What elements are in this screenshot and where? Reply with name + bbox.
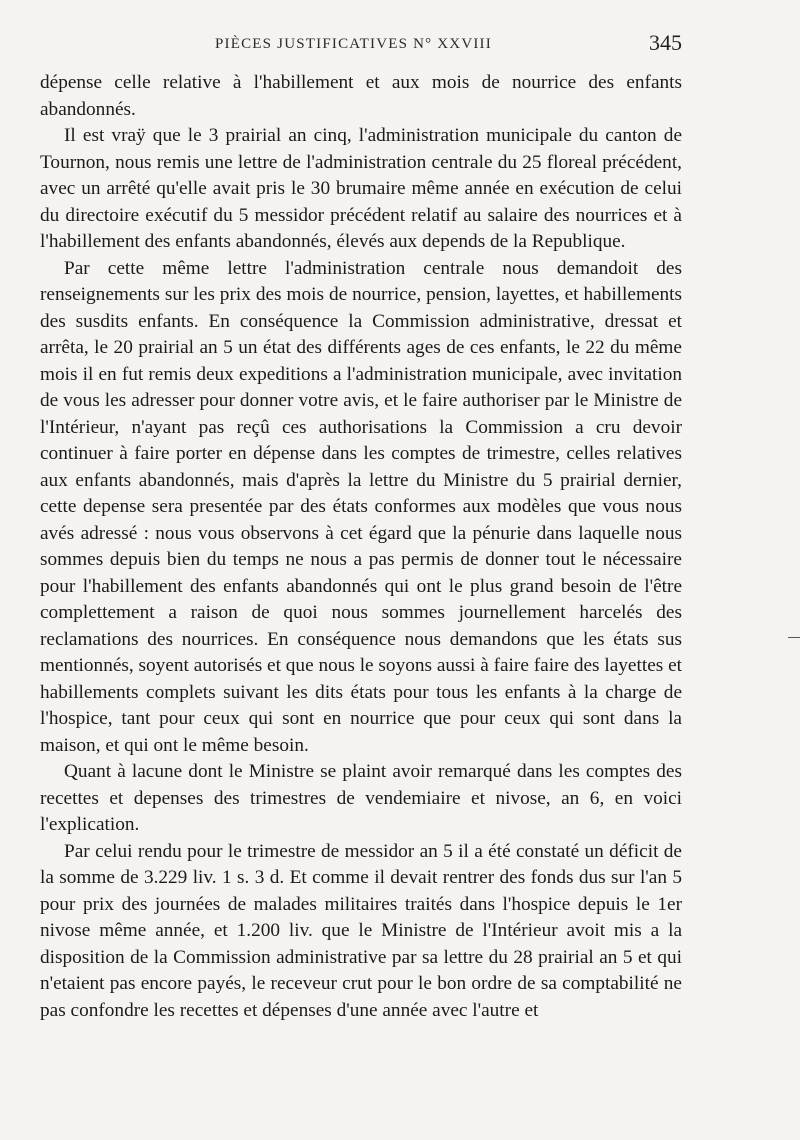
running-title: PIÈCES JUSTIFICATIVES N° XXVIII	[215, 36, 492, 52]
page-number: 345	[649, 30, 682, 55]
body-text	[40, 70, 682, 1024]
page-header	[40, 30, 682, 60]
paragraph-3: Par cette même lettre l'administration centrale nous demandoit des renseignements sur les prix des mois de nourrice, pension, layettes, et habillements des susdits enfants. En conséquence la Commission administrative, dressat et arrêta, le 20 prairial an 5 un état des différents ages de ces enfants, le 22 du même mois il en fut remis deux expeditions a l'administration municipale, avec invitation de vous les adresser pour donner votre avis, et le faire authoriser par le Ministre de l'Intérieur, n'ayant pas reçû ces authorisations la Commission a cru devoir continuer à faire porter en dépense dans les comptes de trimestre, celles relatives aux enfants abandonnés, mais d'après la lettre du Ministre du 5 prairial dernier, cette depense sera presentée par des états conformes aux modèles que vous nous avés adressé : nous vous observons à cet égard que la pénurie dans laquelle nous sommes depuis bien du temps ne nous a pas permis de donner tout le nécessaire pour l'habillement des enfants abandonnés qui ont le plus grand besoin de l'être complettement a raison de quoi nous sommes journellement harcelés des reclamations des nourrices. En conséquence nous demandons que les états sus mentionnés, soyent autorisés et que nous le soyons aussi à faire faire des layettes et habillements complets suivant les dits états pour tous les enfants à la charge de l'hospice, tant pour ceux qui sont en nourrice que pour ceux qui sont dans la maison, et qui ont le même besoin.	[40, 257, 682, 756]
margin-mark	[788, 637, 800, 638]
paragraph-2: Il est vraÿ que le 3 prairial an cinq, l'administration municipale du canton de Tournon, nous remis une lettre de l'administration centrale du 25 floreal précédent, avec un arrêté qu'elle avait pris le 30 brumaire même année en exécution de celui du directoire exécutif du 5 messidor précédent relatif au salaire des nourrices et à l'habillement des enfants abandonnés, élevés aux depends de la Republique.	[40, 125, 682, 252]
paragraph-5: Par celui rendu pour le trimestre de messidor an 5 il a été constaté un déficit de la somme de 3.229 liv. 1 s. 3 d. Et comme il devait rentrer des fonds dus sur l'an 5 pour prix des journées de malades militaires traités dans l'hospice depuis le 1er nivose même année, et 1.200 liv. que le Ministre de l'Intérieur avoit mis a la disposition de la Commission administrative par sa lettre du 28 prairial an 5 et qui n'etaient pas encore payés, le receveur crut pour le bon ordre de sa comptabilité ne pas confondre les recettes et dépenses d'une année avec l'autre et	[40, 840, 682, 1021]
paragraph-1: dépense celle relative à l'habillement et aux mois de nourrice des enfants abandonnés.	[40, 72, 682, 120]
paragraph-4: Quant à lacune dont le Ministre se plaint avoir remarqué dans les comptes des recettes et depenses des trimestres de vendemiaire et nivose, an 6, en voici l'explication.	[40, 761, 682, 835]
